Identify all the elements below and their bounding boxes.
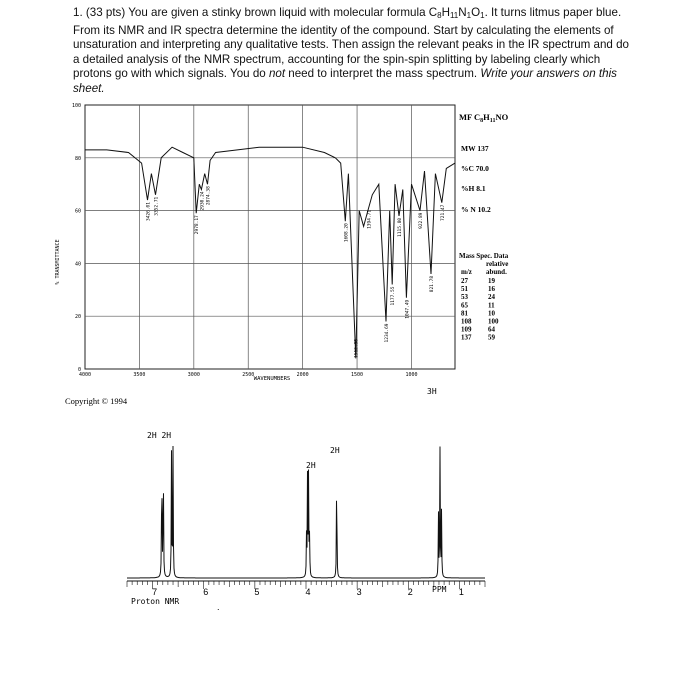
ir-peak-label: 1234.69 (384, 323, 390, 343)
ir-peak-label: 2978.17 (195, 215, 201, 235)
mass-spec-mz: 53 (461, 293, 468, 302)
mass-spec-abund: 19 (488, 277, 495, 285)
pc-value: %C 70.0 (461, 164, 489, 173)
nmr-label-triplet: 3H (427, 387, 437, 396)
ir-x-tick-label: 1000 (405, 372, 418, 378)
mass-spec-relative: relative (486, 260, 509, 268)
ir-peak-label: 821.78 (429, 275, 435, 293)
mass-spec-abund: 11 (488, 301, 495, 310)
nmr-x-tick-label: 6 (203, 587, 209, 597)
ir-peak-label: 1115.80 (397, 217, 403, 237)
ir-x-ticks (79, 372, 418, 378)
question-text: 1. (33 pts) You are given a stinky brown liquid with molecular formula $C_8H_{11}N_1O_1$. It turns litmus paper blue. From its NMR and IR spectra determine the identity of the compound. Start by calculating the elements of unsaturation and interpreting any qualitative tests. Then assign the relevant peaks in the IR spectrum and do a detailed analysis of the NMR spectrum, accounting for the spin-spin splitting by labeling clearly which protons go with which signals. You do not need to interpret the mass spectrum. Write your answers on this sheet. (73, 6, 629, 95)
ir-x-axis-label: WAVENUMBERS (253, 376, 291, 382)
ir-peak-label: 1512.38 (354, 339, 360, 358)
mass-spec-rows (461, 277, 499, 342)
mass-spec-col-abund: abund. (486, 268, 507, 276)
ir-peak-label: 922.89 (418, 212, 424, 229)
ir-y-tick-label: 0 (77, 367, 81, 373)
nmr-label-aromatic: 2H 2H (147, 431, 172, 440)
ir-y-tick-label: 100 (71, 103, 81, 109)
ir-y-axis-label: % TRANSMITTANCE (55, 239, 61, 285)
ir-x-tick-label: 4000 (78, 372, 92, 378)
mass-spec-mz: 27 (461, 277, 468, 285)
ir-peak-label: 1177.55 (391, 286, 397, 306)
nmr-title: Proton NMR (131, 597, 180, 606)
ir-y-tick-label: 80 (74, 155, 81, 162)
mass-spec-abund: 59 (488, 333, 495, 342)
nmr-ppm-label: PPM (432, 585, 447, 594)
mf-label: MF $C_8H_{11}NO$ (459, 112, 509, 124)
mass-spec-abund: 64 (488, 325, 495, 334)
mass-spec-col-mz: m/z (461, 268, 472, 276)
mass-spec-title: Mass Spec. Data (459, 252, 509, 260)
ir-y-tick-label: 40 (74, 261, 81, 268)
copyright: Copyright © 1994 (65, 396, 128, 406)
nmr-x-tick-label: 1 (458, 587, 464, 597)
stray-dot: . (217, 602, 220, 612)
ir-peak-label: 2874.38 (206, 186, 212, 206)
ph-value: %H 8.1 (461, 184, 486, 193)
ir-peak-label: 1047.49 (405, 299, 411, 319)
ir-peak-label: 1394.71 (367, 209, 373, 229)
question-line1: You are given a stinky brown liquid with molecular formula C (128, 6, 438, 19)
nmr-x-tick-label: 7 (152, 587, 158, 597)
ir-peak-label: 2930.24 (200, 191, 206, 211)
ir-peak-label: 3426.01 (146, 202, 152, 222)
ir-y-tick-label: 20 (74, 314, 81, 321)
question-instruction: Write your answers on this sheet. (73, 67, 617, 95)
mass-spec-abund: 100 (488, 317, 499, 326)
mass-spec-mz: 51 (461, 285, 468, 294)
nmr-label-quartet: 2H (306, 461, 316, 470)
mass-spec-abund: 10 (488, 309, 495, 318)
nmr-x-tick-label: 4 (305, 587, 311, 597)
ir-peak-label: 3352.71 (154, 196, 160, 216)
ir-peak-label: 1608.20 (344, 223, 350, 243)
ir-x-tick-label: 1500 (351, 372, 364, 378)
nmr-x-tick-label: 2 (407, 587, 413, 597)
mass-spec-mz: 137 (461, 333, 472, 342)
mass-spec-mz: 108 (461, 317, 472, 326)
ir-spectrum-line (85, 147, 455, 358)
ir-x-tick-label: 3000 (187, 372, 200, 378)
nmr-x-tick-label: 5 (254, 587, 260, 597)
ir-x-tick-label: 2500 (242, 372, 255, 378)
nmr-x-tick-label: 3 (356, 587, 362, 597)
nmr-label-nh2: 2H (330, 446, 340, 455)
mw-value: MW 137 (461, 144, 489, 153)
mass-spec-mz: 81 (461, 309, 468, 318)
mass-spec-abund: 16 (488, 285, 495, 294)
nmr-integrations (147, 387, 437, 470)
question-number: 1. (33 pts) (73, 6, 126, 19)
mass-spec-mz: 109 (461, 325, 472, 334)
mass-spec-abund: 24 (488, 293, 495, 302)
ir-x-tick-label: 2000 (296, 372, 309, 378)
ir-peak-labels (145, 186, 445, 358)
ir-x-tick-label: 3500 (133, 372, 146, 378)
mass-spec-mz: 65 (461, 301, 468, 310)
ir-peak-label: 721.47 (440, 204, 446, 221)
ir-y-tick-label: 60 (74, 208, 81, 215)
analysis-panel (459, 112, 509, 214)
pn-value: % N 10.2 (461, 205, 491, 214)
ir-y-ticks (72, 103, 81, 373)
mass-spec-table (459, 252, 509, 342)
